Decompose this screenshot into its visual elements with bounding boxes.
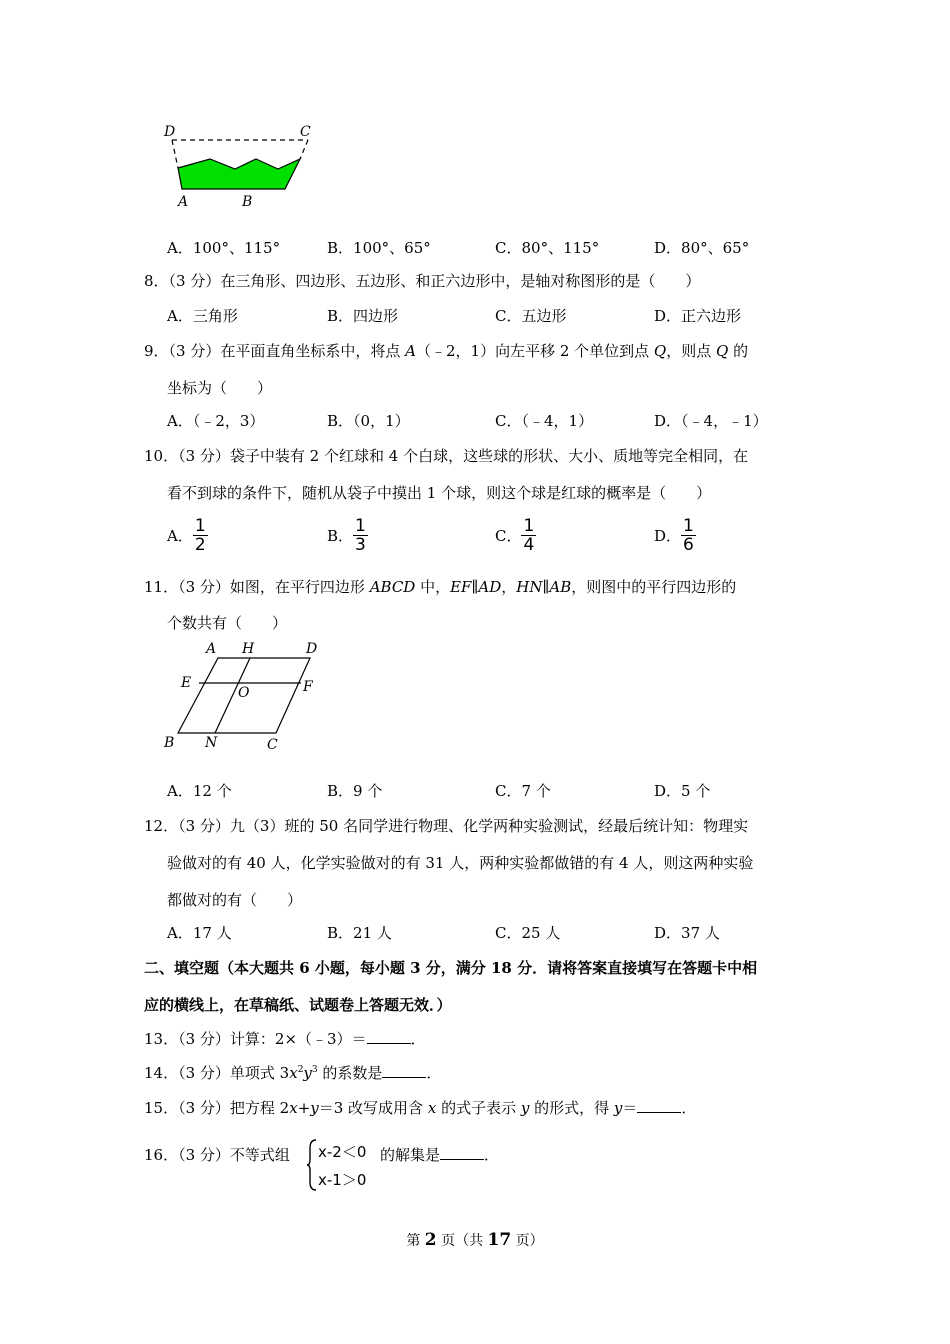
- label-F: F: [303, 679, 313, 695]
- label-C: C: [300, 124, 311, 140]
- inequality-1: x-2＜0: [318, 1143, 367, 1161]
- section2-heading-line2: 应的横线上，在草稿纸、试题卷上答题无效．）: [144, 996, 452, 1014]
- q9-option-a: A．（﹣2，3）: [167, 412, 265, 430]
- answer-blank[interactable]: [367, 1029, 411, 1044]
- q8-option-c: C．五边形: [495, 307, 567, 325]
- q15: 15．（3 分）把方程 2x+y＝3 改写成用含 x 的式子表示 y 的形式，得 y＝ ．: [144, 1099, 697, 1117]
- label-O: O: [238, 685, 250, 701]
- q14: 14．（3 分）单项式 $3x^2y^3$ 的系数是 ．: [144, 1064, 442, 1082]
- q10-option-a: A． $\frac{1}{2}$: [167, 516, 206, 555]
- q8-stem: 8．（3 分）在三角形、四边形、五边形、和正六边形中，是轴对称图形的是（ ）: [144, 272, 701, 290]
- brace-icon: [306, 1138, 318, 1192]
- q12-stem-line3: 都做对的有（ ）: [167, 891, 303, 909]
- parallelogram-figure: [160, 638, 330, 756]
- q12-stem-line1: 12．（3 分）九（3）班的 50 名同学进行物理、化学两种实验测试，经最后统计知：物理实: [144, 817, 749, 835]
- q7-option-d: D．80°、65°: [654, 239, 750, 257]
- q11-stem-line1: 11．（3 分）如图，在平行四边形 ABCD 中，EF∥AD，HN∥AB，则图中的平行四边形的: [144, 578, 737, 596]
- q10-stem-line2: 看不到球的条件下，随机从袋子中摸出 1 个球，则这个球是红球的概率是（ ）: [167, 484, 712, 502]
- q16-tail: 的解集是 ．: [380, 1146, 500, 1164]
- label-B: B: [164, 735, 175, 751]
- green-region: [178, 159, 300, 189]
- section2-heading-line1: 二、填空题（本大题共 6 小题，每小题 3 分，满分 18 分．请将答案直接填写在答题卡中相: [144, 959, 758, 977]
- q10-option-b: B． $\frac{1}{3}$: [327, 516, 366, 555]
- q8-option-a: A．三角形: [167, 307, 238, 325]
- q7-option-c: C．80°、115°: [495, 239, 600, 257]
- inequality-2: x-1＞0: [318, 1171, 367, 1189]
- q11-stem-line2: 个数共有（ ）: [167, 614, 288, 632]
- q10-option-d: D． $\frac{1}{6}$: [654, 516, 694, 555]
- q7-option-b: B．100°、65°: [327, 239, 431, 257]
- q12-option-d: D．37 人: [654, 924, 720, 942]
- q9-stem-line1: 9．（3 分）在平面直角坐标系中，将点 A（﹣2，1）向左平移 2 个单位到点 Q，则点 Q 的: [144, 342, 749, 360]
- q8-option-d: D．正六边形: [654, 307, 742, 325]
- q11-option-b: B．9 个: [327, 782, 383, 800]
- q12-option-a: A．17 人: [167, 924, 232, 942]
- label-A: A: [206, 641, 217, 657]
- q9-option-d: D．（﹣4，﹣1）: [654, 412, 768, 430]
- label-D: D: [306, 641, 318, 657]
- q11-option-d: D．5 个: [654, 782, 711, 800]
- label-H: H: [242, 641, 255, 657]
- label-E: E: [181, 675, 192, 691]
- label-D: D: [164, 124, 176, 140]
- q10-option-c: C． $\frac{1}{4}$: [495, 516, 535, 555]
- q7-option-a: A．100°、115°: [167, 239, 281, 257]
- q13: 13．（3 分）计算：2×（﹣3）＝ ．: [144, 1030, 426, 1048]
- label-B: B: [242, 194, 253, 210]
- trapezoid-water-figure: [160, 118, 330, 213]
- label-C: C: [267, 737, 278, 753]
- answer-blank[interactable]: [440, 1145, 484, 1160]
- q8-option-b: B．四边形: [327, 307, 399, 325]
- page-footer: 第 2 页（共 17 页）: [406, 1230, 544, 1250]
- q11-option-a: A．12 个: [167, 782, 232, 800]
- q11-option-c: C．7 个: [495, 782, 551, 800]
- label-N: N: [205, 735, 218, 751]
- answer-blank[interactable]: [382, 1063, 426, 1078]
- q12-option-b: B．21 人: [327, 924, 392, 942]
- q10-stem-line1: 10．（3 分）袋子中装有 2 个红球和 4 个白球，这些球的形状、大小、质地等完全相同，在: [144, 447, 749, 465]
- q9-option-b: B．（0，1）: [327, 412, 410, 430]
- label-A: A: [178, 194, 189, 210]
- q9-stem-line2: 坐标为（ ）: [167, 379, 273, 397]
- answer-blank[interactable]: [637, 1098, 681, 1113]
- q9-option-c: C．（﹣4，1）: [495, 412, 594, 430]
- q16-label: 16．（3 分）不等式组: [144, 1146, 290, 1164]
- q12-stem-line2: 验做对的有 40 人，化学实验做对的有 31 人，两种实验都做错的有 4 人，则这两种实验: [167, 854, 754, 872]
- q12-option-c: C．25 人: [495, 924, 561, 942]
